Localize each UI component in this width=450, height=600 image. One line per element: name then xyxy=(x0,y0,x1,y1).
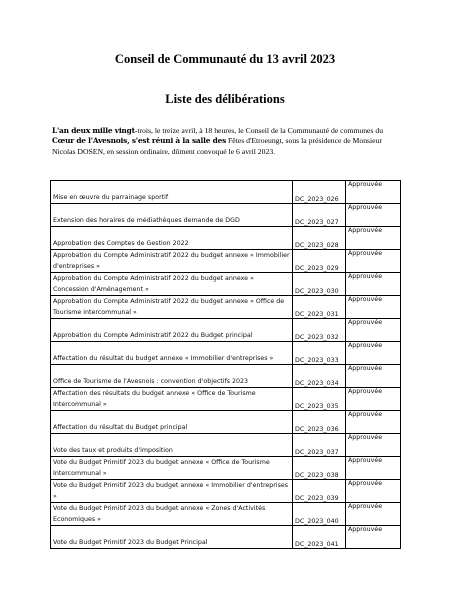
deliberation-subject: Vote du Budget Primitif 2023 du Budget Principal xyxy=(51,526,293,549)
deliberation-subject: Extension des horaires de médiathèques demande de DGD xyxy=(51,204,293,227)
deliberation-subject: Affectation des résultats du budget annexe « Office de Tourisme Intercommunal » xyxy=(51,388,293,411)
deliberation-status: Approuvée xyxy=(346,365,401,388)
deliberation-code: DC_2023_032 xyxy=(293,319,346,342)
deliberation-status: Approuvée xyxy=(346,204,401,227)
deliberation-status: Approuvée xyxy=(346,273,401,296)
table-row xyxy=(51,411,401,434)
intro-handwritten-text-2: Cœur de l'Avesnois, s'est réuni à la salle des xyxy=(52,136,227,146)
deliberation-code: DC_2023_041 xyxy=(293,526,346,549)
page-title: Conseil de Communauté du 13 avril 2023 xyxy=(114,52,336,66)
deliberation-code: DC_2023_026 xyxy=(293,181,346,204)
deliberation-status: Approuvée xyxy=(346,480,401,503)
deliberation-code: DC_2023_037 xyxy=(293,434,346,457)
deliberation-code: DC_2023_039 xyxy=(293,480,346,503)
deliberation-status: Approuvée xyxy=(346,434,401,457)
deliberation-subject: Office de Tourisme de l'Avesnois : convention d'objectifs 2023 xyxy=(51,365,293,388)
deliberation-code: DC_2023_036 xyxy=(293,411,346,434)
deliberation-subject: Vote du Budget Primitif 2023 du budget annexe « Zones d'Activités Economiques » xyxy=(51,503,293,526)
deliberation-status: Approuvée xyxy=(346,388,401,411)
table-row xyxy=(51,342,401,365)
deliberation-status: Approuvée xyxy=(346,227,401,250)
page-subtitle: Liste des délibérations xyxy=(165,92,285,106)
deliberation-code: DC_2023_034 xyxy=(293,365,346,388)
table-row xyxy=(51,250,401,273)
table-row xyxy=(51,319,401,342)
deliberation-status: Approuvée xyxy=(346,526,401,549)
intro-text-2: Fêtes d'Etroeungt, sous la présidence de Monsieur Nicolas DOSEN, en session ordinaire, dûment convoqué le 6 avril 2023. xyxy=(52,136,383,156)
deliberation-code: DC_2023_040 xyxy=(293,503,346,526)
deliberations-table xyxy=(50,180,401,549)
deliberation-status: Approuvée xyxy=(346,457,401,480)
deliberation-code: DC_2023_028 xyxy=(293,227,346,250)
table-row xyxy=(51,181,401,204)
table-row xyxy=(51,365,401,388)
deliberation-subject: Vote des taux et produits d'imposition xyxy=(51,434,293,457)
deliberation-code: DC_2023_033 xyxy=(293,342,346,365)
table-row xyxy=(51,227,401,250)
deliberation-subject: Approbation du Compte Administratif 2022 du budget annexe « Concession d'Aménagement » xyxy=(51,273,293,296)
deliberation-code: DC_2023_035 xyxy=(293,388,346,411)
deliberation-status: Approuvée xyxy=(346,411,401,434)
table-row xyxy=(51,273,401,296)
deliberation-status: Approuvée xyxy=(346,181,401,204)
deliberation-status: Approuvée xyxy=(346,503,401,526)
deliberation-subject: Approbation du Compte Administratif 2022 du budget annexe « Immobilier d'entreprises » xyxy=(51,250,293,273)
deliberation-status: Approuvée xyxy=(346,296,401,319)
table-row xyxy=(51,388,401,411)
deliberation-code: DC_2023_031 xyxy=(293,296,346,319)
deliberation-subject: Approbation des Comptes de Gestion 2022 xyxy=(51,227,293,250)
deliberation-subject: Mise en œuvre du parrainage sportif xyxy=(51,181,293,204)
deliberation-subject: Approbation du Compte Administratif 2022 du Budget principal xyxy=(51,319,293,342)
table-row xyxy=(51,526,401,549)
deliberation-subject: Vote du Budget Primitif 2023 du budget annexe « Office de Tourisme Intercommunal » xyxy=(51,457,293,480)
intro-handwritten-text: L'an deux mille vingt xyxy=(52,126,135,135)
table-row xyxy=(51,204,401,227)
deliberation-code: DC_2023_030 xyxy=(293,273,346,296)
deliberation-status: Approuvée xyxy=(346,342,401,365)
deliberation-subject: Affectation du résultat du budget annexe « Immobilier d'entreprises » xyxy=(51,342,293,365)
table-row xyxy=(51,434,401,457)
deliberation-code: DC_2023_027 xyxy=(293,204,346,227)
table-row xyxy=(51,296,401,319)
table-row xyxy=(51,457,401,480)
deliberation-code: DC_2023_029 xyxy=(293,250,346,273)
table-row xyxy=(51,503,401,526)
deliberation-status: Approuvée xyxy=(346,250,401,273)
intro-text-1: -trois, le treize avril, à 18 heures, le Conseil de la Communauté de communes du xyxy=(134,126,384,135)
deliberation-status: Approuvée xyxy=(346,319,401,342)
intro-paragraph xyxy=(52,126,402,157)
deliberation-subject: Vote du Budget Primitif 2023 du budget annexe « Immobilier d'entreprises » xyxy=(51,480,293,503)
deliberation-subject: Approbation du Compte Administratif 2022 du budget annexe « Office de Tourisme intercommunal » xyxy=(51,296,293,319)
deliberation-code: DC_2023_038 xyxy=(293,457,346,480)
table-row xyxy=(51,480,401,503)
deliberation-subject: Affectation du résultat du Budget principal xyxy=(51,411,293,434)
